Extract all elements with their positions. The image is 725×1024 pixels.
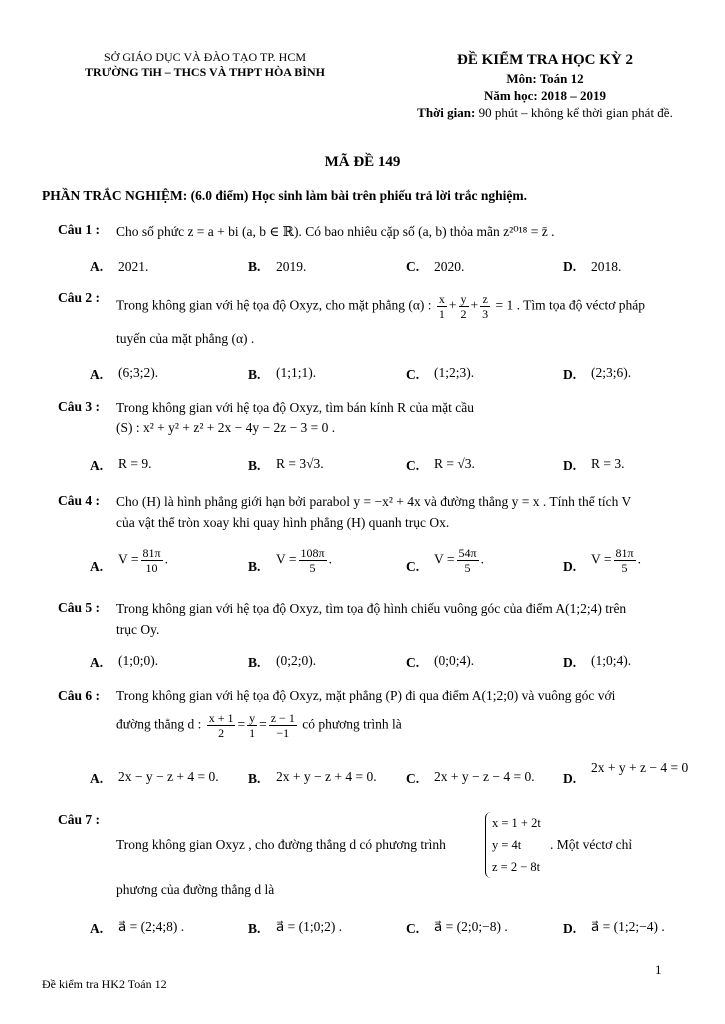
option-letter: D.: [563, 559, 577, 574]
option-letter: A.: [90, 771, 104, 786]
question-label: Câu 4 :: [58, 493, 101, 508]
option-letter: A.: [90, 458, 104, 473]
option-value: (1;0;0).: [118, 653, 159, 668]
question-text: Trong không gian với hệ tọa độ Oxyz, mặt phẳng (P) đi qua điểm A(1;2;0) và vuông góc với: [116, 688, 616, 703]
option-value: (1;1;1).: [276, 365, 317, 380]
fraction: $\frac{x}{1}$: [438, 292, 445, 321]
footer-text: Đề kiểm tra HK2 Toán 12: [42, 977, 167, 991]
section-heading: PHẦN TRẮC NGHIỆM: (6.0 điểm) Học sinh làm bài trên phiếu trả lời trắc nghiệm.: [42, 188, 527, 203]
question-text: Trong không gian với hệ tọa độ Oxyz, tìm tọa độ hình chiếu vuông góc của điểm A(1;2;4) trên: [116, 601, 627, 616]
equation-line: z = 2 − 8t: [492, 860, 541, 874]
question-text-tail: . Một véctơ chỉ: [550, 837, 633, 852]
option-value: 2x + y − z + 4 = 0.: [276, 769, 377, 784]
text-part: Trong không gian với hệ tọa độ Oxyz, cho mặt phẳng (α) :: [116, 297, 432, 313]
option-letter: A.: [90, 655, 104, 670]
header-left: [40, 50, 370, 80]
option-value: V = $\frac{81\pi}{10}$ .: [118, 546, 168, 575]
question-label: Câu 3 :: [58, 399, 101, 414]
question-label: Câu 2 :: [58, 290, 101, 305]
option-value: a⃗ = (2;0;−8) .: [434, 919, 508, 934]
v-prefix: V =: [118, 551, 139, 567]
option-letter: B.: [248, 921, 261, 936]
option-value: R = √3.: [434, 456, 475, 471]
option-value: a⃗ = (2;4;8) .: [118, 919, 185, 934]
fraction: $\frac{z - 1}{-1}$: [270, 711, 295, 740]
question-text: Cho số phức z = a + bi (a, b ∈ ℝ). Có bao nhiêu cặp số (a, b) thỏa mãn z²⁰¹⁸ = z̄ .: [116, 224, 555, 239]
exam-year: Năm học: 2018 – 2019: [483, 88, 607, 103]
page-number: 1: [655, 962, 662, 977]
v-prefix: V =: [591, 551, 612, 567]
question-text-cont: (S) : x² + y² + z² + 2x − 4y − 2z − 3 = 0 .: [116, 420, 336, 435]
exam-time: [390, 104, 700, 121]
option-letter: A.: [90, 259, 104, 274]
fraction: $\frac{z}{3}$: [482, 292, 489, 321]
option-value: a⃗ = (1;2;−4) .: [591, 919, 665, 934]
fraction: $\frac{y}{1}$: [249, 711, 256, 740]
option-value: (6;3;2).: [118, 365, 159, 380]
option-letter: B.: [248, 559, 261, 574]
option-letter: C.: [406, 367, 420, 382]
option-letter: B.: [248, 655, 261, 670]
time-value: 90 phút – không kể thời gian phát đề.: [475, 105, 673, 120]
header-right: [390, 50, 700, 121]
exam-title: ĐỀ KIỂM TRA HỌC KỲ 2: [457, 52, 633, 68]
option-value: a⃗ = (1;0;2) .: [276, 919, 343, 934]
option-value: 2019.: [276, 259, 307, 274]
question-text: Trong không gian Oxyz , cho đường thẳng d có phương trình: [116, 837, 446, 852]
fraction: $\frac{81\pi}{5}$: [615, 546, 634, 575]
option-value: V = $\frac{81\pi}{5}$ .: [591, 546, 641, 575]
question-text-cont: trục Oy.: [116, 622, 160, 637]
school-name: TRƯỜNG TiH – THCS VÀ THPT HÒA BÌNH: [85, 65, 325, 79]
exam-subject: Môn: Toán 12: [506, 71, 584, 86]
option-value: 2021.: [118, 259, 149, 274]
option-letter: B.: [248, 458, 261, 473]
option-letter: A.: [90, 559, 104, 574]
option-value: (2;3;6).: [591, 365, 632, 380]
question-text-cont: tuyến của mặt phẳng (α) .: [116, 331, 255, 346]
option-letter: C.: [406, 259, 420, 274]
question-text: Trong không gian với hệ tọa độ Oxyz, cho mặt phẳng (α) : $\frac{x}{1}$ + $\frac{y}{2}$ + $\frac{z}{3}$ = 1 . Tìm tọa độ véctơ pháp: [116, 292, 646, 321]
option-letter: B.: [248, 771, 261, 786]
option-value: R = 9.: [118, 456, 152, 471]
option-letter: C.: [406, 771, 420, 786]
text-part: = 1 . Tìm tọa độ véctơ pháp: [495, 297, 646, 313]
text-part: có phương trình là: [302, 716, 402, 732]
question-text-cont: đường thẳng d : $\frac{x + 1}{2}$ = $\frac{y}{1}$ = $\frac{z - 1}{-1}$ có phương trình là: [116, 711, 402, 740]
v-prefix: V =: [434, 551, 455, 567]
option-value: (1;0;4).: [591, 653, 632, 668]
option-value: (1;2;3).: [434, 365, 475, 380]
option-letter: B.: [248, 367, 261, 382]
option-letter: C.: [406, 559, 420, 574]
question-label: Câu 1 :: [58, 222, 101, 237]
option-value: (0;2;0).: [276, 653, 317, 668]
text-part: đường thẳng d :: [116, 716, 202, 732]
v-prefix: V =: [276, 551, 297, 567]
question-text-cont: của vật thể tròn xoay khi quay hình phẳng (H) quanh trục Ox.: [116, 515, 450, 530]
option-value: 2020.: [434, 259, 465, 274]
question-text-cont: phương của đường thẳng d là: [116, 882, 275, 897]
option-letter: A.: [90, 921, 104, 936]
option-letter: C.: [406, 921, 420, 936]
option-letter: B.: [248, 259, 261, 274]
option-value: (0;0;4).: [434, 653, 475, 668]
option-letter: D.: [563, 367, 577, 382]
option-letter: C.: [406, 458, 420, 473]
equation-line: x = 1 + 2t: [492, 816, 541, 830]
fraction: $\frac{108\pi}{5}$: [300, 546, 325, 575]
option-letter: D.: [563, 458, 577, 473]
time-label: Thời gian:: [417, 105, 476, 120]
question-label: Câu 7 :: [58, 812, 101, 827]
equation-line: y = 4t: [492, 838, 522, 852]
fraction: $\frac{y}{2}$: [460, 292, 467, 321]
option-value: R = 3.: [591, 456, 625, 471]
fraction: $\frac{81\pi}{10}$: [142, 546, 161, 575]
option-letter: C.: [406, 655, 420, 670]
option-letter: A.: [90, 367, 104, 382]
exam-code: MÃ ĐỀ 149: [324, 154, 401, 170]
option-value: 2x + y − z − 4 = 0.: [434, 769, 535, 784]
option-value: R = 3√3.: [276, 456, 324, 471]
fraction: $\frac{54\pi}{5}$: [458, 546, 477, 575]
question-label: Câu 6 :: [58, 688, 101, 703]
option-value: 2x − y − z + 4 = 0.: [118, 769, 219, 784]
option-value: V = $\frac{108\pi}{5}$ .: [276, 546, 332, 575]
option-letter: D.: [563, 259, 577, 274]
question-label: Câu 5 :: [58, 600, 101, 615]
option-value: 2x + y + z − 4 = 0: [591, 760, 689, 775]
fraction: $\frac{x + 1}{2}$: [208, 711, 234, 740]
option-letter: D.: [563, 655, 577, 670]
option-value: 2018.: [591, 259, 622, 274]
dept-name: SỞ GIÁO DỤC VÀ ĐÀO TẠO TP. HCM: [103, 50, 307, 64]
question-text: Cho (H) là hình phẳng giới hạn bởi parabol y = −x² + 4x và đường thẳng y = x . Tính thể tích V: [116, 494, 632, 509]
option-value: V = $\frac{54\pi}{5}$ .: [434, 546, 484, 575]
question-text: Trong không gian với hệ tọa độ Oxyz, tìm bán kính R của mặt cầu: [116, 400, 474, 415]
option-letter: D.: [563, 921, 577, 936]
equation-system: [485, 812, 541, 878]
option-letter: D.: [563, 771, 577, 786]
